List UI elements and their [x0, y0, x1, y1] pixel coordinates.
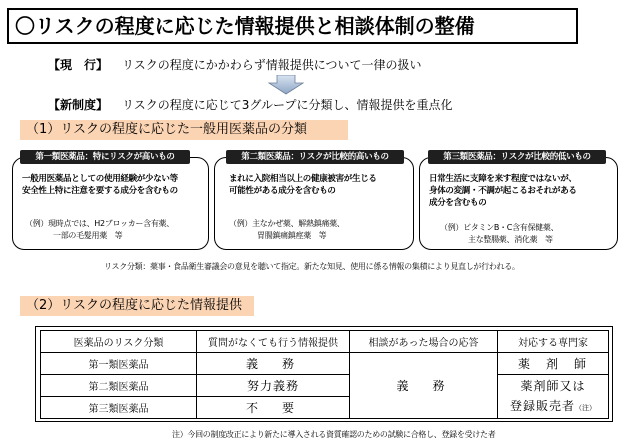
category-2-example	[229, 218, 409, 242]
category-3-desc-line: 日常生活に支障を来す程度ではないが、	[429, 174, 577, 184]
section1-heading: （1）リスクの程度に応じた一般用医薬品の分類	[20, 120, 348, 140]
category-1-desc-line: 一般用医薬品としての使用経験が少ない等	[22, 174, 178, 184]
category-3-box	[419, 157, 618, 250]
current-system-row	[48, 56, 422, 73]
expert-line: 薬剤師又は	[520, 378, 586, 393]
new-system-tag: 【新制度】	[48, 98, 109, 112]
category-3-desc-line: 身体の変調・不調が起こるおそれがある	[429, 186, 577, 196]
category-3-example	[440, 222, 615, 246]
table-cell-info: 努力義務	[197, 375, 350, 397]
table-cell-category: 第三類医薬品	[41, 397, 197, 419]
expert-line	[498, 396, 608, 418]
new-system-row	[48, 96, 452, 113]
table-cell-category: 第二類医薬品	[41, 375, 197, 397]
category-2-example-line: 胃腸鎮痛鎮痙薬 等	[257, 231, 327, 240]
category-3-example-line: 主な整腸薬、消化薬 等	[468, 235, 553, 244]
category-2-description	[229, 173, 409, 197]
category-1-desc-line: 安全性上特に注意を要する成分を含むもの	[22, 186, 178, 196]
table-cell-expert-pharmacist: 薬 剤 師	[498, 353, 609, 375]
table-cell-info: 義 務	[197, 353, 350, 375]
table-cell-info: 不 要	[197, 397, 350, 419]
down-arrow-icon	[268, 75, 304, 95]
table-header-cell: 相談があった場合の応答	[350, 331, 498, 353]
section2-heading: （2）リスクの程度に応じた情報提供	[20, 296, 254, 316]
info-table	[40, 330, 609, 419]
category-3-example-line: （例）ビタミンB・C含有保健薬、	[440, 223, 559, 232]
new-system-text: リスクの程度に応じて3グループに分類し、情報提供を重点化	[122, 98, 453, 112]
category-1-example-line: 一部の毛髪用薬 等	[53, 231, 123, 240]
classification-note: リスク分類：薬事・食品衛生審議会の意見を聴いて指定。新たな知見、使用に係る情報の集積により見直しが行われる。	[104, 262, 520, 271]
table-row	[41, 375, 609, 397]
category-3-header: 第三類医薬品：リスクが比較的低いもの	[428, 150, 606, 164]
table-cell-expert-seller	[498, 375, 609, 419]
table-cell-response: 義 務	[350, 353, 498, 419]
category-3-desc-line: 成分を含むもの	[429, 198, 487, 208]
table-header-cell: 医薬品のリスク分類	[41, 331, 197, 353]
category-1-example	[25, 218, 205, 242]
table-header-cell: 対応する専門家	[498, 331, 609, 353]
category-2-desc-line: 可能性がある成分を含むもの	[229, 186, 336, 196]
expert-note-mark: （注）	[575, 403, 596, 412]
category-1-example-line: （例）現時点では、H2ブロッカー含有薬、	[25, 219, 174, 228]
table-header-cell: 質問がなくても行う情報提供	[197, 331, 350, 353]
table-row	[41, 353, 609, 375]
category-1-header: 第一類医薬品：特にリスクが高いもの	[20, 150, 190, 164]
expert-registered-seller: 登録販売者	[509, 398, 575, 413]
category-2-desc-line: まれに入院相当以上の健康被害が生じる	[229, 174, 377, 184]
current-system-text: リスクの程度にかかわらず情報提供について一律の扱い	[122, 58, 422, 72]
category-2-box	[214, 157, 414, 250]
category-2-header: 第二類医薬品：リスクが比較的高いもの	[226, 150, 404, 164]
table-header-row	[41, 331, 609, 353]
current-system-tag: 【現 行】	[48, 58, 109, 72]
category-1-description	[22, 173, 207, 197]
table-cell-category: 第一類医薬品	[41, 353, 197, 375]
page-title: 〇リスクの程度に応じた情報提供と相談体制の整備	[7, 8, 578, 44]
category-2-example-line: （例）主なかぜ薬、解熱鎮痛薬、	[229, 219, 345, 228]
category-3-description	[429, 173, 617, 209]
category-1-box	[12, 157, 209, 250]
footnote: 注）今回の制度改正により新たに導入される資質確認のための試験に合格し、登録を受けた者	[172, 430, 496, 439]
